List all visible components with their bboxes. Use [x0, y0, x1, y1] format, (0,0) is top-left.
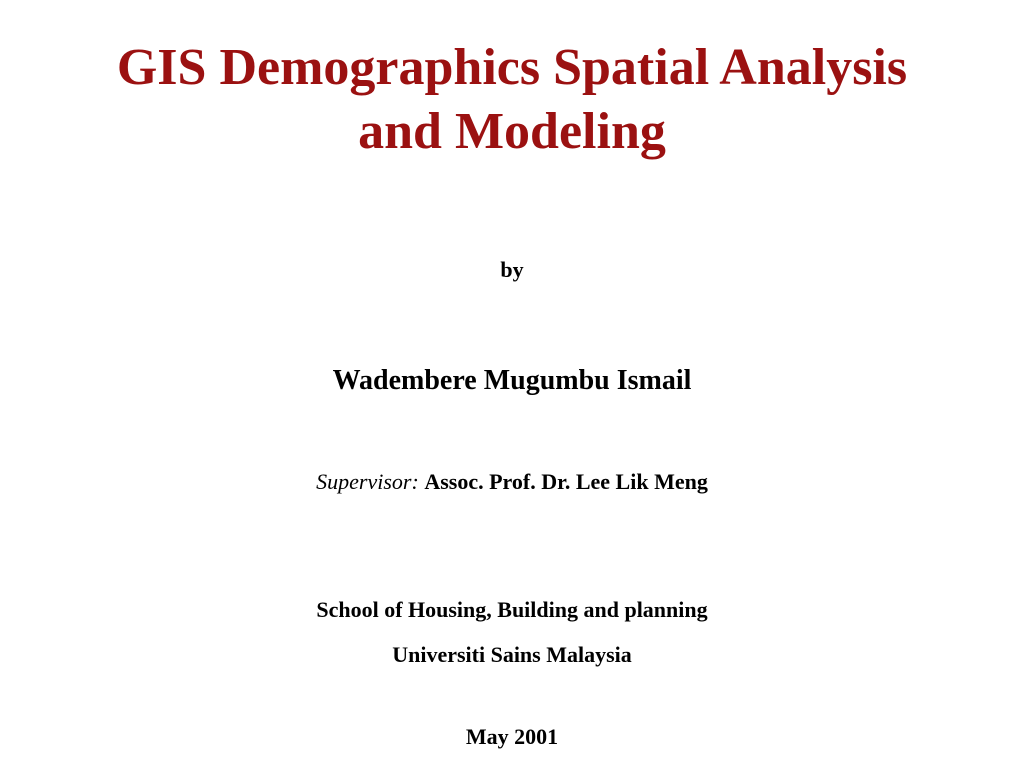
slide-title — [0, 36, 1024, 164]
supervisor-label: Supervisor: — [316, 469, 425, 494]
date-text: May 2001 — [465, 724, 559, 749]
supervisor-name: Assoc. Prof. Dr. Lee Lik Meng — [424, 469, 708, 494]
title-line-1: GIS Demographics Spatial Analysis — [116, 39, 908, 96]
author-name: Wadembere Mugumbu Ismail — [332, 365, 692, 396]
supervisor-line — [0, 468, 1024, 496]
university-name: Universiti Sains Malaysia — [392, 642, 632, 667]
school-name: School of Housing, Building and planning — [316, 597, 708, 622]
title-line-2: and Modeling — [358, 103, 666, 160]
by-text: by — [500, 257, 524, 282]
